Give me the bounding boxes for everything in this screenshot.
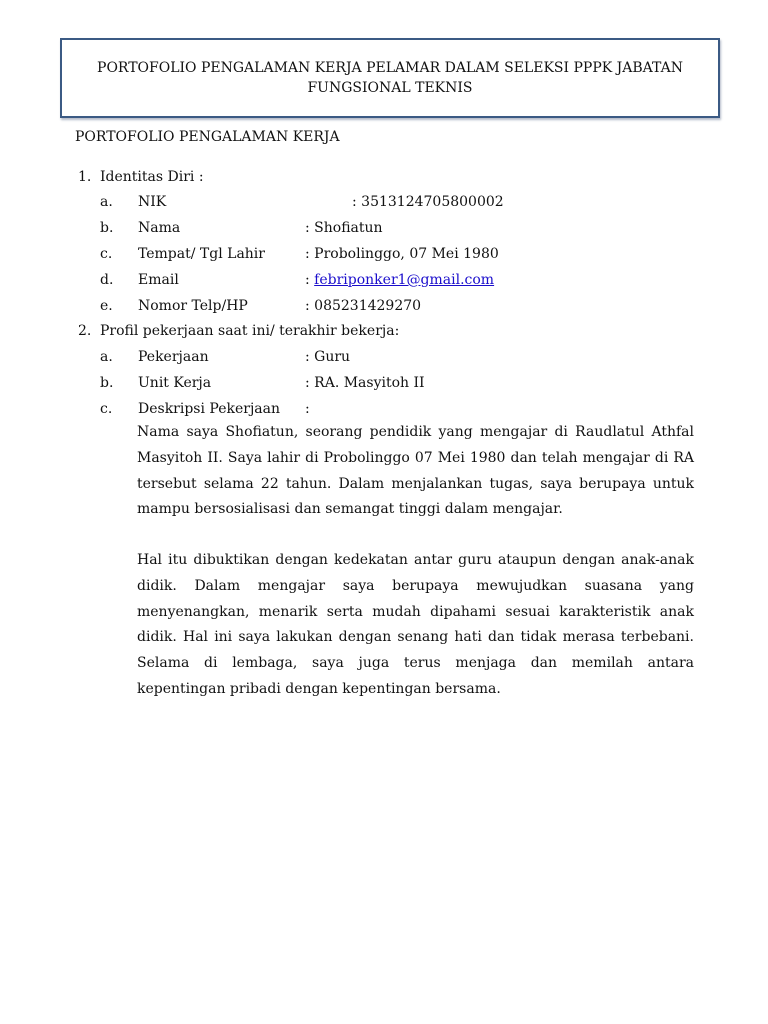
- field-label: Nomor Telp/HP: [138, 298, 248, 314]
- description-paragraph-1: Nama saya Shofiatun, seorang pendidik yang mengajar di Raudlatul Athfal Masyitoh II. Saya lahir di Probolinggo 07 Mei 1980 dan telah mengajar di RA tersebut selama 22 tahun. Dalam menjalankan tugas, saya berupaya untuk mampu bersosialisasi dan semangat tinggi dalam mengajar.: [137, 424, 694, 518]
- section-number: 2.: [78, 323, 92, 339]
- field-label: Email: [138, 272, 179, 288]
- field-value: : 085231429270: [305, 298, 422, 314]
- field-letter: a.: [100, 194, 113, 210]
- title-box: [60, 38, 720, 118]
- field-value: : 3513124705800002: [352, 194, 504, 210]
- field-letter: c.: [100, 246, 113, 262]
- field-letter: d.: [100, 272, 114, 288]
- field-value: : Shofiatun: [305, 220, 383, 236]
- field-letter: b.: [100, 375, 114, 391]
- section-title: Profil pekerjaan saat ini/ terakhir bekerja:: [100, 323, 400, 339]
- field-value-prefix: :: [305, 272, 315, 288]
- field-label: Pekerjaan: [138, 349, 209, 365]
- field-value: : RA. Masyitoh II: [305, 375, 425, 391]
- field-label: Unit Kerja: [138, 375, 212, 391]
- field-label: Deskripsi Pekerjaan: [138, 401, 281, 417]
- document-title: PORTOFOLIO PENGALAMAN KERJA PELAMAR DALAM SELEKSI PPPK JABATAN FUNGSIONAL TEKNIS: [97, 60, 683, 96]
- field-label: Nama: [138, 220, 181, 236]
- section-number: 1.: [78, 169, 92, 185]
- field-label: Tempat/ Tgl Lahir: [138, 246, 265, 262]
- field-value: [305, 270, 494, 290]
- field-value: :: [305, 401, 310, 417]
- document-subtitle: PORTOFOLIO PENGALAMAN KERJA: [75, 129, 340, 145]
- field-value: : Probolinggo, 07 Mei 1980: [305, 246, 499, 262]
- email-link[interactable]: febriponker1@gmail.com: [314, 272, 495, 288]
- field-letter: a.: [100, 349, 113, 365]
- field-letter: c.: [100, 401, 113, 417]
- field-letter: b.: [100, 220, 114, 236]
- field-letter: e.: [100, 298, 113, 314]
- section-title: Identitas Diri :: [100, 169, 204, 185]
- field-value: : Guru: [305, 349, 351, 365]
- field-label: NIK: [138, 194, 167, 210]
- description-paragraph-2: Hal itu dibuktikan dengan kedekatan antar guru ataupun dengan anak-anak didik. Dalam mengajar saya berupaya mewujudkan suasana yang menyenangkan, menarik serta mudah dipahami sesuai karakteristik anak didik. Hal ini saya lakukan dengan senang hati dan tidak merasa terbebani. Selama di lembaga, saya juga terus menjaga dan memilah antara kepentingan pribadi dengan kepentingan bersama.: [137, 552, 694, 697]
